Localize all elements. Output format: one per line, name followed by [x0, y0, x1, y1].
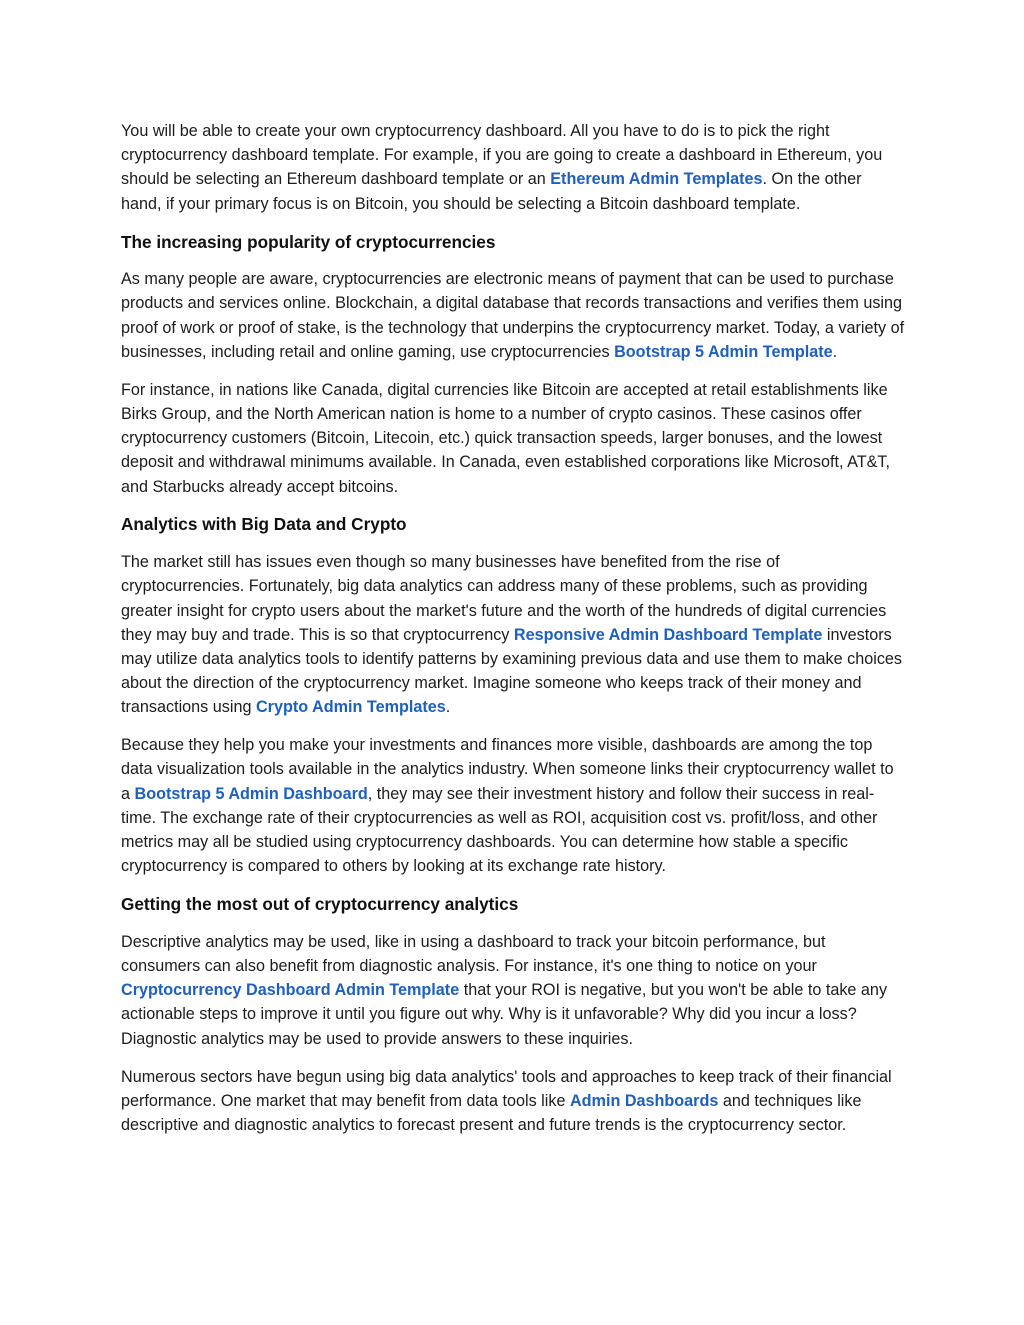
- popularity-paragraph-1: [121, 267, 906, 364]
- bootstrap-5-admin-template-link[interactable]: Bootstrap 5 Admin Template: [614, 342, 833, 361]
- analytics-2-text-end: , they may see their investment history and follow their success in real-time. The exchange rate of their cryptocurrencies as well as ROI, acquisition cost vs. profit/loss, and other metrics may all be studied using cryptocurrency dashboards. You can determine how stable a specific cryptocurrency is compared to others by looking at its exchange rate history.: [121, 784, 878, 876]
- most-out-paragraph-1: [121, 930, 906, 1051]
- crypto-admin-templates-link[interactable]: Crypto Admin Templates: [255, 698, 446, 717]
- most-out-1-text: Descriptive analytics may be used, like in using a dashboard to track your bitcoin performance, but consumers can also benefit from diagnostic analysis. For instance, it's one thing to notice on your: [121, 932, 826, 976]
- intro-text: You will be able to create your own cryptocurrency dashboard. All you have to do is to pick the right cryptocurrency dashboard template. For example, if you are going to create a dashboard in Ethereum, you should be selecting an Ethereum dashboard template or an: [121, 122, 883, 189]
- intro-text-end: . On the other hand, if your primary focus is on Bitcoin, you should be selecting a Bitcoin dashboard template.: [121, 170, 862, 213]
- most-out-paragraph-2: [121, 1065, 906, 1138]
- ethereum-admin-templates-link[interactable]: Ethereum Admin Templates: [550, 170, 763, 189]
- most-out-1-text-end: that your ROI is negative, but you won't be able to take any actionable steps to improve it until you figure out why. Why is it unfavorable? Why did you incur a loss? Diagnostic analytics may be used to provide answers to these inquiries.: [121, 981, 888, 1048]
- popularity-1-text: As many people are aware, cryptocurrencies are electronic means of payment that can be used to purchase products and services online. Blockchain, a digital database that records transactions and verifies them using proof of work or proof of stake, is the technology that underpins the cryptocurrency market. Today, a variety of businesses, including retail and online gaming, use cryptocurrencies: [121, 270, 905, 361]
- admin-dashboards-link[interactable]: Admin Dashboards: [569, 1091, 719, 1110]
- heading-most-out: Getting the most out of cryptocurrency analytics: [121, 894, 519, 915]
- heading-popularity: The increasing popularity of cryptocurrencies: [121, 231, 496, 252]
- analytics-1-text-end: .: [445, 698, 451, 717]
- bootstrap-5-admin-dashboard-link[interactable]: Bootstrap 5 Admin Dashboard: [134, 784, 368, 803]
- analytics-paragraph-1: [121, 550, 906, 719]
- most-out-2-text-end: and techniques like descriptive and diagnostic analytics to forecast present and future trends is the cryptocurrency sector.: [121, 1091, 862, 1134]
- popularity-paragraph-2: For instance, in nations like Canada, digital currencies like Bitcoin are accepted at retail establishments like Birks Group, and the North American nation is home to a number of crypto casinos. These casinos offer cryptocurrency customers (Bitcoin, Litecoin, etc.) quick transaction speeds, larger bonuses, and the lowest deposit and withdrawal minimums available. In Canada, even established corporations like Microsoft, AT&T, and Starbucks already accept bitcoins.: [121, 380, 890, 496]
- most-out-2-text: Numerous sectors have begun using big data analytics' tools and approaches to keep track of their financial performance. One market that may benefit from data tools like: [121, 1067, 892, 1110]
- cryptocurrency-dashboard-admin-template-link[interactable]: Cryptocurrency Dashboard Admin Template: [121, 981, 460, 1000]
- analytics-1-text-mid: investors may utilize data analytics tools to identify patterns by examining previous data and use them to make choices about the direction of the cryptocurrency market. Imagine someone who keeps track of their money and transactions using: [121, 625, 903, 717]
- analytics-paragraph-2: [121, 733, 906, 878]
- heading-analytics: Analytics with Big Data and Crypto: [121, 514, 407, 535]
- analytics-2-text: Because they help you make your investments and finances more visible, dashboards are among the top data visualization tools available in the analytics industry. When someone links their cryptocurrency wallet to a: [121, 736, 894, 803]
- document-body: [121, 119, 906, 1151]
- popularity-1-text-end: .: [832, 342, 838, 361]
- intro-paragraph: [121, 119, 906, 216]
- analytics-1-text: The market still has issues even though so many businesses have benefited from the rise of cryptocurrencies. Fortunately, big data analytics can address many of these problems, such as providing greater insight for crypto users about the market's future and the worth of the hundreds of digital currencies they may buy and trade. This is so that cryptocurrency: [121, 553, 887, 644]
- responsive-admin-dashboard-template-link[interactable]: Responsive Admin Dashboard Template: [513, 625, 823, 644]
